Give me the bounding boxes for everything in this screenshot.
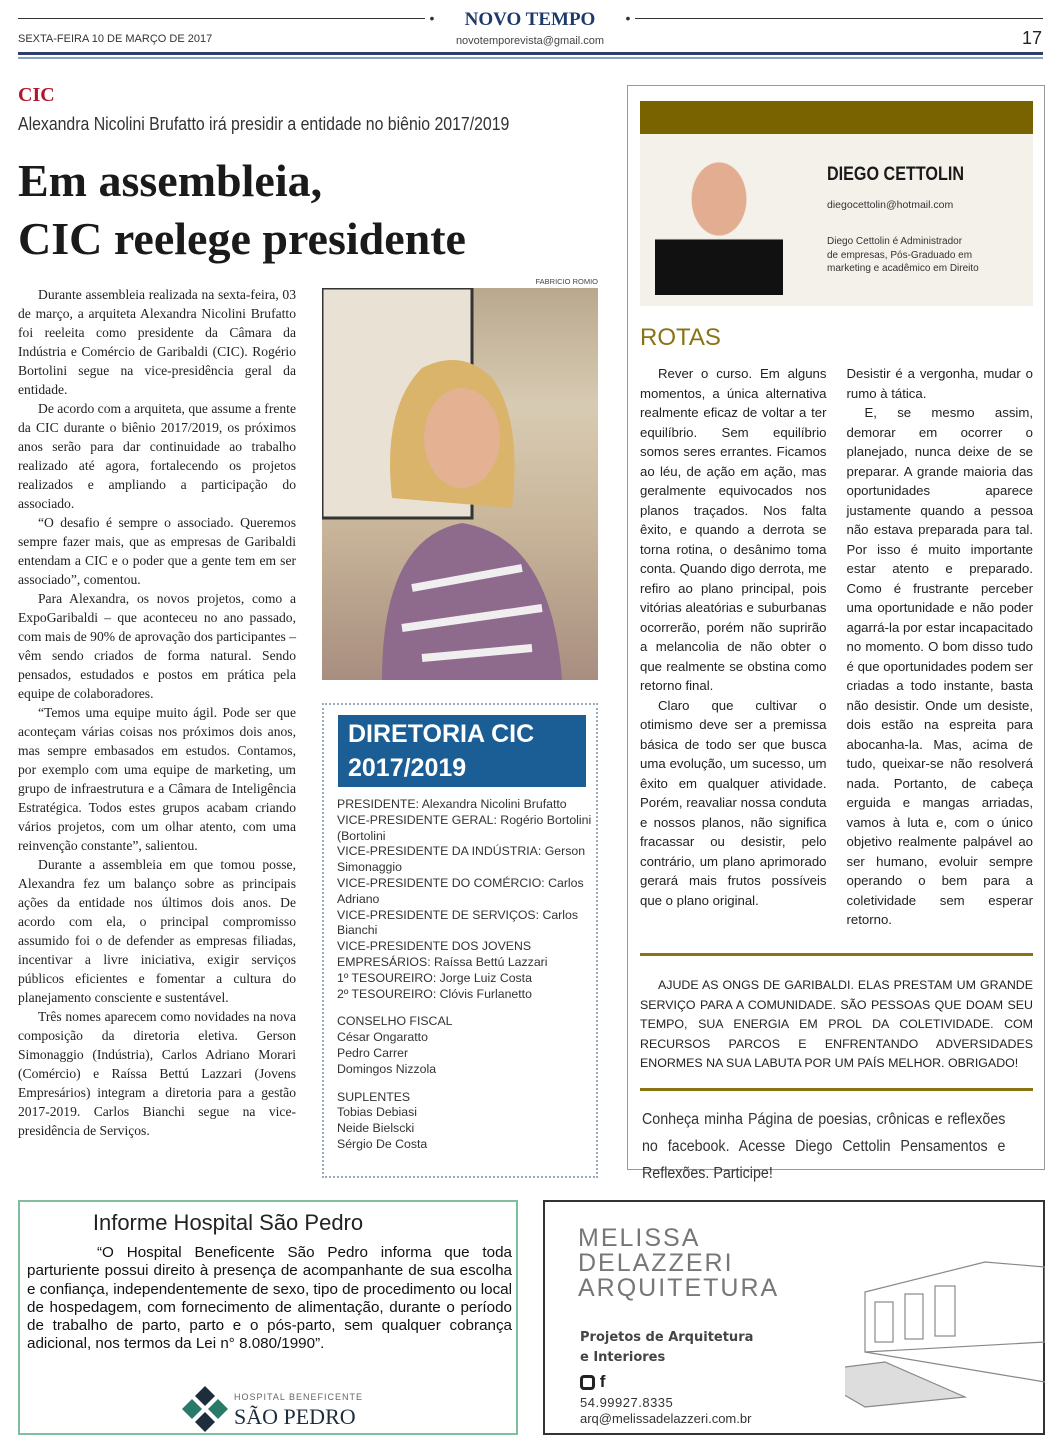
fiscal-title: CONSELHO FISCAL — [337, 1014, 453, 1029]
column-header-bar — [640, 101, 1033, 134]
page-number: 17 — [1021, 28, 1042, 48]
author-bio — [827, 235, 979, 276]
article-paragraph: “O desafio é sempre o associado. Queremos sempre fazer mais, que as empresas de Garibaldi entendam a CIC e o poder que a gente tem em ser associado”, comentou. — [18, 515, 296, 587]
diretoria-title-line: DIRETORIA CIC — [348, 720, 535, 748]
architect-name-line: DELAZZERI — [578, 1249, 734, 1277]
bullet-icon: • — [429, 10, 435, 26]
hospital-text-content: “O Hospital Beneficente São Pedro informa que toda parturiente possui direito à presença de acompanhante de sua escolha e confiança, independentemente de sexo, tipo de procedimento ou local de hospedagem, com fornecimento de alimentação, durante o período de trabalho de parto, parto e o pós-parto, sem qualquer cobrança adicional, nos termos da Lei n° 8.080/1990”. — [27, 1244, 512, 1353]
suplentes-title: SUPLENTES — [337, 1089, 411, 1104]
hospital-logo-big: SÃO PEDRO — [234, 1404, 356, 1429]
author-email: diegocettolin@hotmail.com — [827, 199, 954, 211]
header-divider-thin — [18, 57, 1043, 59]
facebook-icon[interactable]: f — [599, 1372, 606, 1391]
architect-email: arq@melissadelazzeri.com.br — [580, 1411, 752, 1426]
masthead-block — [425, 8, 635, 32]
article-subtitle: Alexandra Nicolini Brufatto irá presidir a entidade no biênio 2017/2019 — [18, 114, 510, 134]
section-label: CIC — [18, 84, 55, 106]
bio-line: Diego Cettolin é Administrador — [827, 236, 963, 247]
diretoria-box — [322, 703, 598, 1178]
suplente: Tobias Debiasi — [337, 1105, 417, 1120]
hospital-notice — [18, 1200, 518, 1435]
diretoria-title — [338, 715, 586, 787]
tagline-line: e Interiores — [580, 1350, 666, 1365]
article-paragraph: Três nomes aparecem como novidades na nova composição da diretoria eletiva. Gerson Simonaggio (Indústria), Carlos Adriano Morari (Comércio) e Raíssa Bettú Lazzari (Jovens Empresários) integram a diretoria para a gestão 2017-2019. Carlos Bianchi segue na vice-presidência de Serviços. — [18, 1009, 296, 1138]
board-member: VICE-PRESIDENTE DO COMÉRCIO: Carlos Adriano — [337, 875, 584, 906]
column-paragraph: Desistir é a vergonha, mudar o rumo à tática. — [846, 366, 1033, 401]
architect-phone: 54.99927.8335 — [580, 1395, 674, 1410]
divider — [640, 1088, 1033, 1091]
article-headline — [18, 152, 466, 268]
column-body — [640, 364, 1033, 930]
social-icons — [580, 1372, 605, 1392]
masthead: NOVO TEMPO — [464, 9, 596, 30]
board-member: 2º TESOUREIRO: Clóvis Furlanetto — [337, 986, 532, 1001]
bullet-icon: • — [625, 10, 631, 26]
bio-line: de empresas, Pós-Graduado em — [827, 249, 973, 261]
hospital-text — [27, 1244, 512, 1354]
author-profile — [640, 134, 1033, 306]
board-member: VICE-PRESIDENTE DOS JOVENS EMPRESÁRIOS: Raíssa Bettú Lazzari — [337, 939, 548, 969]
article-paragraph: Para Alexandra, os novos projetos, como a ExpoGaribaldi – que aconteceu no ano passado, com mais de 90% de aprovação dos participantes – vêm sendo criados de forma natural. Sendo pensados, estudados e postos em prática pela equipe de colaboradores. — [18, 591, 296, 701]
suplente: Sérgio De Costa — [337, 1136, 428, 1151]
board-member: 1º TESOUREIRO: Jorge Luiz Costa — [337, 970, 532, 985]
diretoria-title-line: 2017/2019 — [348, 754, 467, 782]
instagram-icon[interactable] — [580, 1375, 595, 1390]
hospital-logo-small: HOSPITAL BENEFICENTE — [234, 1392, 364, 1402]
tagline-line: Projetos de Arquitetura — [580, 1330, 754, 1345]
board-member: VICE-PRESIDENTE DA INDÚSTRIA: Gerson Simonaggio — [337, 844, 586, 875]
house-sketch-illustration — [845, 1222, 1045, 1422]
architect-tagline — [580, 1328, 753, 1368]
newspaper-email: novotemporevista@gmail.com — [455, 35, 605, 47]
opinion-column — [627, 85, 1045, 1182]
header-divider — [18, 52, 1043, 55]
column-paragraph: E, se mesmo assim, demorar em ocorrer o planejado, nunca deixe de se preparar. A grande maioria das oportunidades aparece justamente quando a pessoa não estava preparada para tal. Por isso é muito importante estar atento e preparado. Como é frustrante perceber uma oportunidade e não poder agarrá-la por estar incapacitado no momento. O bom disso tudo é que oportunidades podem ser criadas a todo instante, basta não desistir. Onde um desiste, dois estão na espreita para abocanha-la. Mas, acima de tudo, queixar-se não resolverá nada. Portanto, de cabeça erguida e mangas arriadas, vamos à luta e, com o único objetivo realmente palpável ao ser humano, evoluir sempre operando o bem para a coletividade sem esperar retorno. — [846, 405, 1033, 927]
architect-ad — [543, 1200, 1045, 1435]
article-paragraph: “Temos uma equipe muito ágil. Pode ser que aconteçam várias coisas nos próximos dois anos, mas sempre embasados em estudos. Contamos, por exemplo com uma equipe de marketing, um grupo de infraestrutura e a Câmara de Inteligência Estratégica. Todos estes grupos acabam criando vários projetos, com um olhar atento, com uma reinvenção constante”, salientou. — [18, 705, 296, 853]
architect-name-line: ARQUITETURA — [578, 1274, 780, 1302]
hospital-cross-icon — [182, 1386, 228, 1432]
ong-notice: AJUDE AS ONGS DE GARIBALDI. ELAS PRESTAM UM GRANDE SERVIÇO PARA A COMUNIDADE. SÃO PESSOAS QUE DOAM SEU TEMPO, SUA ENERGIA EM PROL DA COLETIVIDADE. COM RECURSOS PARCOS E ENFRENTANDO ADVERSIDADES ENORMES NA SUA LABUTA POR UM PAÍS MELHOR. OBRIGADO! — [640, 978, 1033, 1070]
article-paragraph: Durante a assembleia em que tomou posse, Alexandra fez um balanço sobre as principais ações da entidade nos últimos dois anos. De acordo com ela, o principal compromisso assumido foi o de defender as empresas filiadas, incentivar a livre iniciativa, exigir serviços públicos eficientes e fomentar a cultura do planejamento consciente e sustentável. — [18, 857, 296, 1005]
fiscal-member: Domingos Nizzola — [337, 1061, 437, 1076]
president-photo — [322, 288, 598, 680]
divider — [640, 953, 1033, 956]
author-name: DIEGO CETTOLIN — [827, 164, 964, 185]
headline-line: Em assembleia, — [18, 155, 323, 206]
column-paragraph: Rever o curso. Em alguns momentos, a única alternativa realmente eficaz de voltar a ter equilíbrio. Sem equilíbrio somos seres errantes. Ficamos ao léu, de ação em ação, mas geralmente equivocados nos planos traçados. Nos falta êxito, e quando a derrota se torna rotina, o desânimo toma conta. Quando digo derrota, me refiro ao plano principal, pois vitórias aleatórias e suburbanas ocorrerão, porém não suprirão a melancolia de não obter o que realmente se obstina como retorno final. — [640, 366, 827, 693]
article-body — [18, 285, 296, 1140]
column-paragraph: Claro que cultivar o otimismo deve ser a premissa básica de todo ser que busca uma evolução, um sucesso, um êxito em qualquer atividade. Porém, reavaliar nossa conduta e nossos planos, não significa fracassar ou desistir, pelo contrário, um plano aprimorado gerará mais frutos possíveis que o plano original. — [640, 697, 827, 908]
architect-name — [578, 1226, 779, 1301]
diretoria-list — [337, 797, 595, 1153]
suplente: Neide Bielscki — [337, 1121, 415, 1136]
fiscal-member: César Ongaratto — [337, 1030, 428, 1045]
architect-name-line: MELISSA — [578, 1224, 701, 1252]
headline-line: CIC reelege presidente — [18, 213, 466, 264]
hospital-title: Informe Hospital São Pedro — [92, 1210, 364, 1235]
author-photo — [655, 134, 783, 295]
article-paragraph: De acordo com a arquiteta, que assume a frente da CIC durante o biênio 2017/2019, os próximos anos serão para dar continuidade ao trabalho realizado até agora, fortalecendo os projetos realizados e ampliando a participação do associado. — [18, 401, 296, 511]
fiscal-member: Pedro Carrer — [337, 1045, 409, 1060]
board-member: VICE-PRESIDENTE DE SERVIÇOS: Carlos Bianchi — [337, 907, 578, 938]
photo-credit: FABRICIO ROMIO — [535, 277, 598, 286]
article-paragraph: Durante assembleia realizada na sexta-feira, 03 de março, a arquiteta Alexandra Nicolini Brufatto foi reeleita como presidente da Câmara da Indústria e Comércio de Garibaldi (CIC). Rogério Bortolini segue na vice-presidência geral da entidade. — [18, 287, 296, 397]
board-member: VICE-PRESIDENTE GERAL: Rogério Bortolini (Bortolini — [337, 812, 592, 843]
column-title: ROTAS — [640, 324, 721, 351]
facebook-note: Conheça minha Página de poesias, crônicas e reflexões no facebook. Acesse Diego Cettolin Pensamentos e Reflexões. Participe! — [642, 1111, 1006, 1182]
president-photo-illustration — [322, 288, 598, 680]
board-member: PRESIDENTE: Alexandra Nicolini Brufatto — [337, 797, 567, 811]
bio-line: marketing e acadêmico em Direito — [827, 263, 979, 274]
issue-date: SEXTA-FEIRA 10 DE MARÇO DE 2017 — [18, 33, 213, 45]
